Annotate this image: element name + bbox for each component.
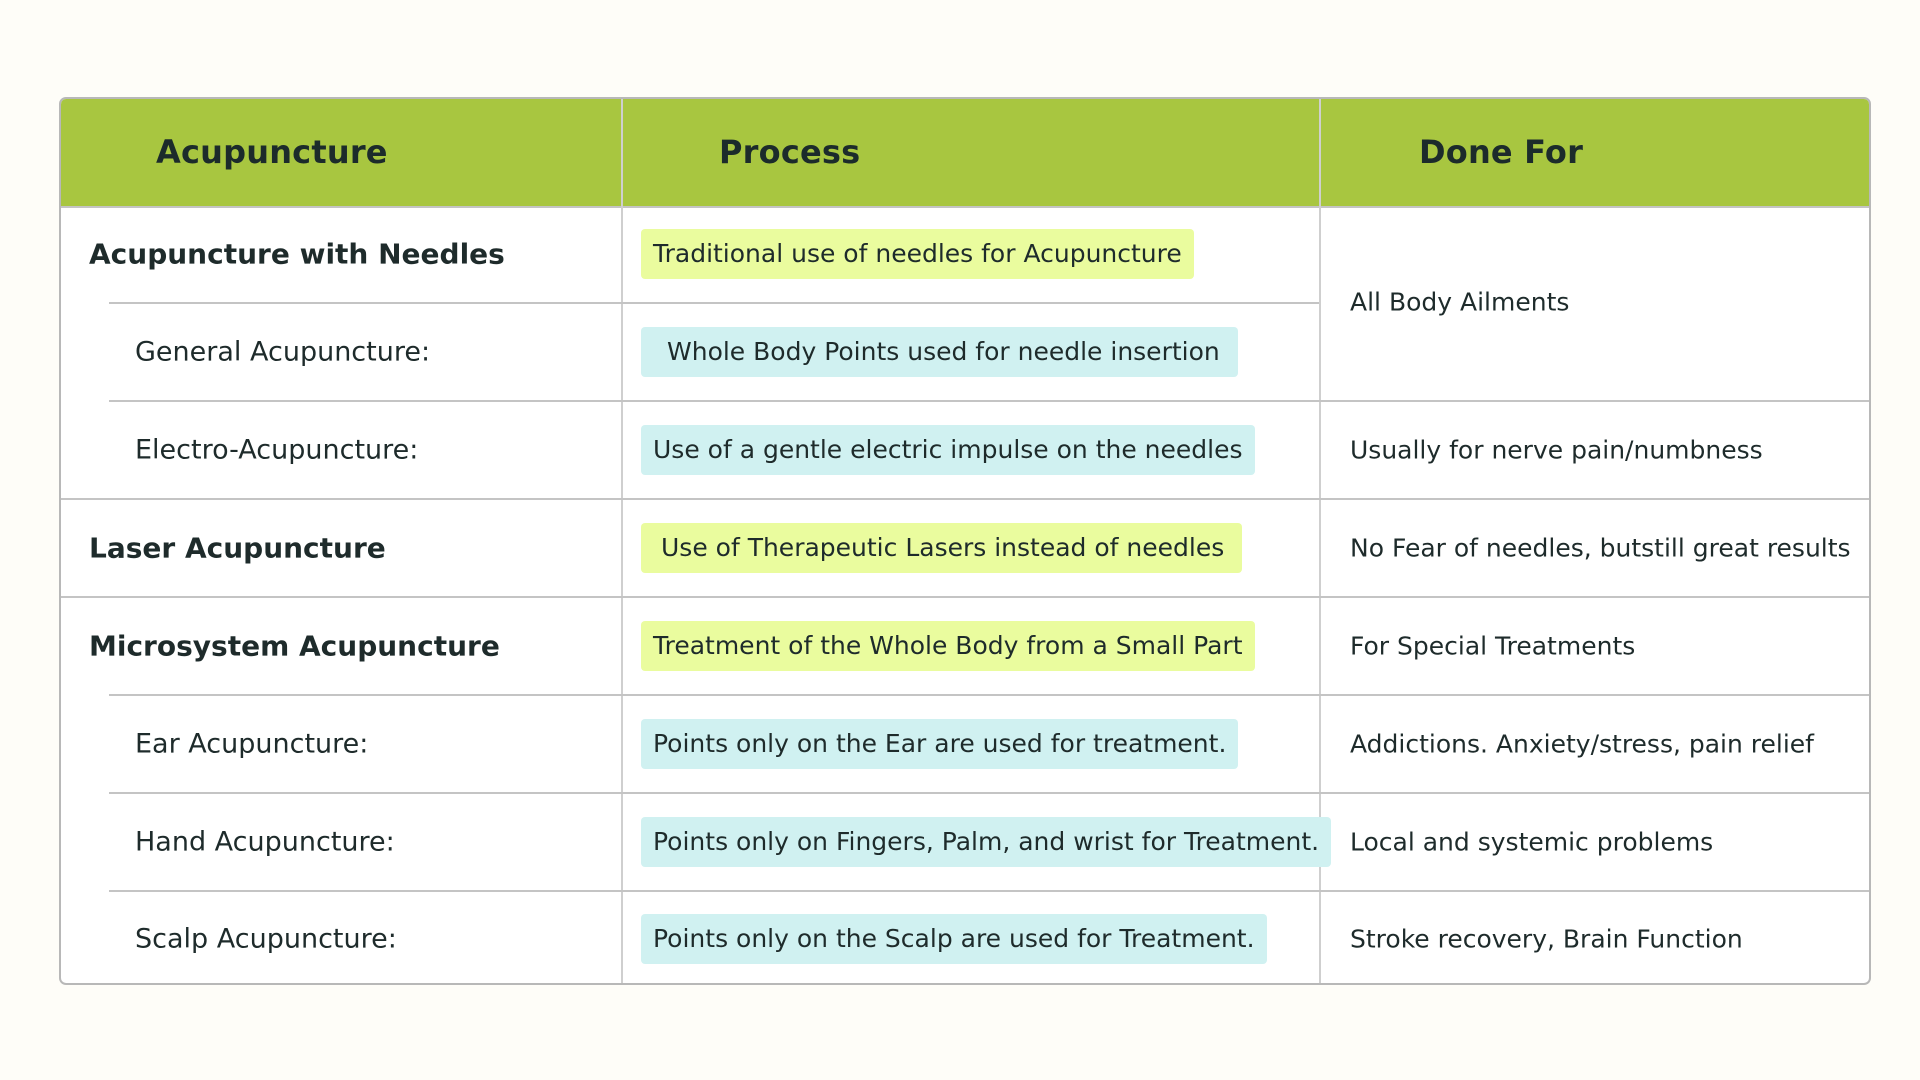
header-done-for: Done For: [1419, 133, 1584, 171]
row-name-general: General Acupuncture:: [135, 336, 431, 368]
header-process: Process: [719, 133, 861, 171]
done-for-microsystem: For Special Treatments: [1350, 631, 1636, 661]
row-name-needles: Acupuncture with Needles: [89, 237, 505, 271]
row-name-microsystem: Microsystem Acupuncture: [89, 629, 500, 663]
row-name-laser: Laser Acupuncture: [89, 531, 386, 565]
row-divider: [109, 694, 1871, 696]
done-for-electro: Usually for nerve pain/numbness: [1350, 435, 1763, 465]
row-divider: [109, 302, 1319, 304]
process-pill-general: Whole Body Points used for needle insertion: [641, 327, 1238, 377]
done-for-scalp: Stroke recovery, Brain Function: [1350, 924, 1743, 954]
done-for-ear: Addictions. Anxiety/stress, pain relief: [1350, 729, 1814, 759]
row-name-ear: Ear Acupuncture:: [135, 728, 369, 760]
acupuncture-table: [59, 97, 1871, 985]
process-pill-needles: Traditional use of needles for Acupuncture: [641, 229, 1194, 279]
process-pill-ear: Points only on the Ear are used for treatment.: [641, 719, 1238, 769]
process-pill-laser: Use of Therapeutic Lasers instead of needles: [641, 523, 1242, 573]
row-divider: [109, 400, 1871, 402]
row-name-electro: Electro-Acupuncture:: [135, 434, 419, 466]
header-acupuncture: Acupuncture: [156, 133, 388, 171]
column-divider: [621, 99, 623, 983]
table-header: [61, 99, 1869, 208]
done-for-hand: Local and systemic problems: [1350, 827, 1714, 857]
process-pill-hand: Points only on Fingers, Palm, and wrist for Treatment.: [641, 817, 1331, 867]
done-for-all-body: All Body Ailments: [1350, 287, 1570, 317]
process-pill-microsystem: Treatment of the Whole Body from a Small Part: [641, 621, 1255, 671]
row-divider: [109, 792, 1871, 794]
process-pill-scalp: Points only on the Scalp are used for Treatment.: [641, 914, 1267, 964]
row-name-scalp: Scalp Acupuncture:: [135, 923, 397, 955]
process-pill-electro: Use of a gentle electric impulse on the needles: [641, 425, 1255, 475]
done-for-laser: No Fear of needles, butstill great results: [1350, 533, 1851, 563]
row-divider: [109, 890, 1871, 892]
row-divider: [61, 596, 1871, 598]
row-name-hand: Hand Acupuncture:: [135, 826, 395, 858]
row-divider: [61, 498, 1871, 500]
